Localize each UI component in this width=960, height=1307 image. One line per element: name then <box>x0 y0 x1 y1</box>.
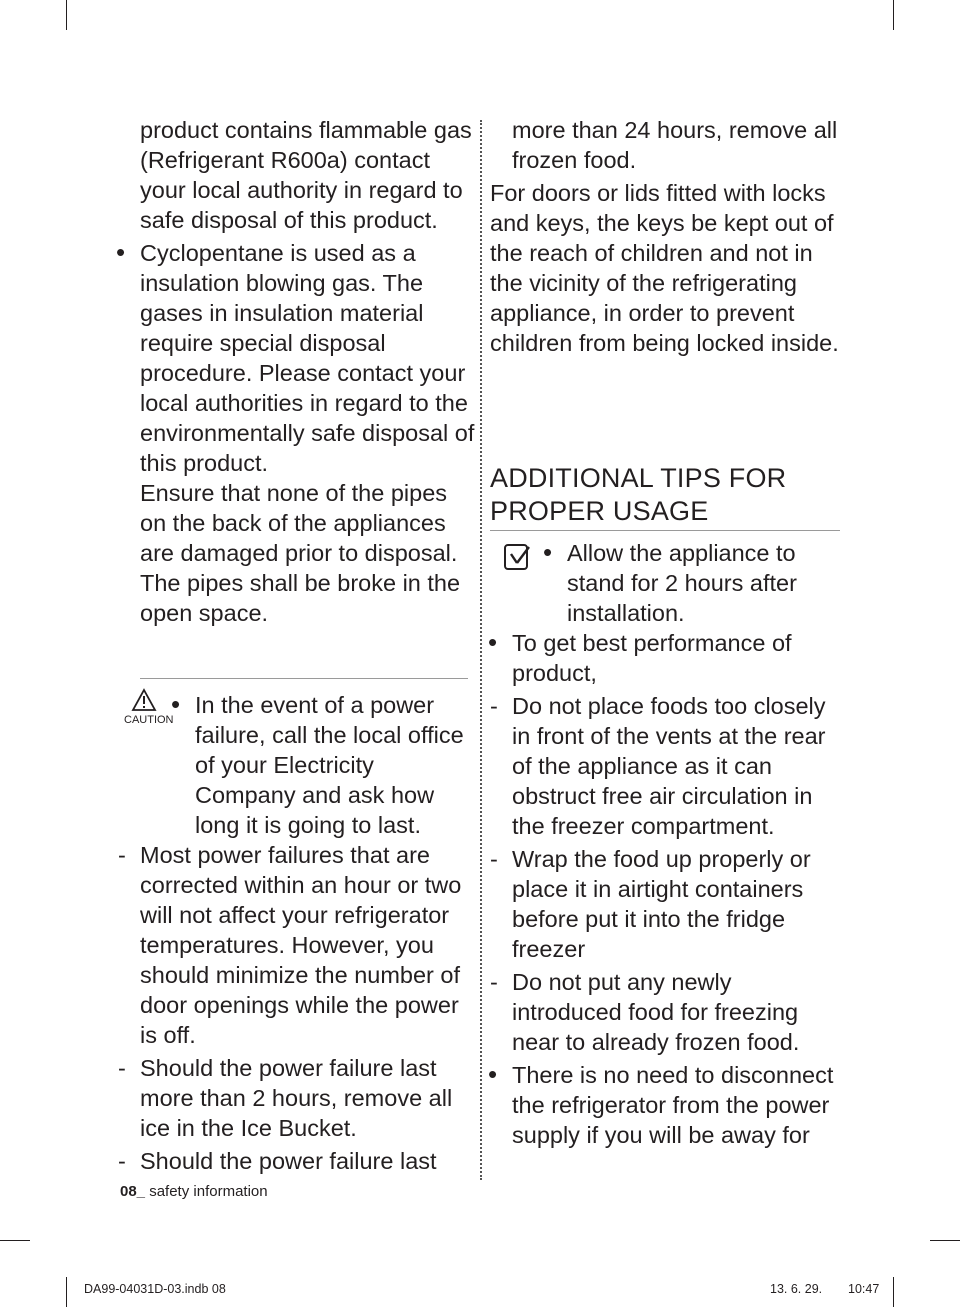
slug-date: 13. 6. 29. <box>770 1282 823 1296</box>
crop-mark-top-left <box>66 0 67 30</box>
crop-mark-top-right <box>893 0 894 30</box>
tip-dash-2-text: Wrap the food up properly or place it in airtight containers before put it into the fridge freezer <box>512 846 811 962</box>
crop-mark-right-mid <box>930 1240 960 1241</box>
note-bullet-text: Allow the appliance to stand for 2 hours after installation. <box>567 540 797 626</box>
best-performance-text: To get best performance of product, <box>512 630 792 686</box>
cyclopentane-bullet <box>140 238 475 478</box>
power-dash-3 <box>140 1146 475 1176</box>
tip-dash-3 <box>512 967 845 1057</box>
tip-dash-2 <box>512 844 845 964</box>
caution-bullet <box>195 690 475 840</box>
left-column-lower <box>140 690 475 1176</box>
crop-mark-bottom-left <box>66 1277 67 1307</box>
best-performance-bullet <box>512 628 845 688</box>
crop-mark-bottom-right <box>893 1277 894 1307</box>
pipes-text: Ensure that none of the pipes on the back of the appliances are damaged prior to disposal. The pipes shall be broke in the open space. <box>140 480 461 626</box>
slug-time: 10:47 <box>848 1282 880 1296</box>
crop-mark-left-mid <box>0 1240 30 1241</box>
power-dash-3-text: Should the power failure last <box>140 1148 437 1174</box>
left-column <box>140 115 475 628</box>
section-heading: ADDITIONAL TIPS FOR PROPER USAGE <box>490 463 787 526</box>
caution-label: CAUTION <box>124 714 174 726</box>
caution-bullet-text: In the event of a power failure, call the local office of your Electricity Company and ask how long it is going to last. <box>195 692 464 838</box>
slug-file: DA99-04031D-03.indb 08 <box>84 1282 226 1296</box>
cyclopentane-text: Cyclopentane is used as a insulation blowing gas. The gases in insulation material require special disposal procedure. Please contact your local authorities in regard to the environmentally safe disposal of this product. <box>140 240 475 476</box>
column-divider <box>480 120 482 1180</box>
locks-text: For doors or lids fitted with locks and keys, the keys be kept out of the reach of children and not in the vicinity of the refrigerating appliance, in order to prevent children from being locked inside. <box>490 180 839 356</box>
power-dash-2-text: Should the power failure last more than 2 hours, remove all ice in the Ice Bucket. <box>140 1055 453 1141</box>
right-column-tips <box>490 538 845 1150</box>
heading-underline <box>490 530 840 531</box>
disconnect-bullet <box>512 1060 845 1150</box>
page-number: 08_ <box>120 1183 146 1200</box>
right-heading-block <box>490 462 845 528</box>
tip-dash-1 <box>512 691 845 841</box>
right-column-locks <box>490 178 845 358</box>
caution-separator <box>140 678 468 679</box>
right-column-top <box>512 115 842 175</box>
power-dash-1 <box>140 840 475 1050</box>
page-footer <box>120 1183 268 1200</box>
left-continued-text: product contains flammable gas (Refrigerant R600a) contact your local authority in regard to safe disposal of this product. <box>140 117 472 233</box>
tip-dash-1-text: Do not place foods too closely in front of the vents at the rear of the appliance as it can obstruct free air circulation in the freezer compartment. <box>512 693 826 839</box>
power-dash-2 <box>140 1053 475 1143</box>
disconnect-text: There is no need to disconnect the refrigerator from the power supply if you will be away for <box>512 1062 834 1148</box>
footer-section: safety information <box>149 1183 268 1200</box>
right-continued-text: more than 24 hours, remove all frozen food. <box>512 117 838 173</box>
tip-dash-3-text: Do not put any newly introduced food for freezing near to already frozen food. <box>512 969 800 1055</box>
note-bullet <box>567 538 845 628</box>
power-dash-1-text: Most power failures that are corrected within an hour or two will not affect your refrigerator temperatures. However, you should minimize the number of door openings while the power is off. <box>140 842 462 1048</box>
